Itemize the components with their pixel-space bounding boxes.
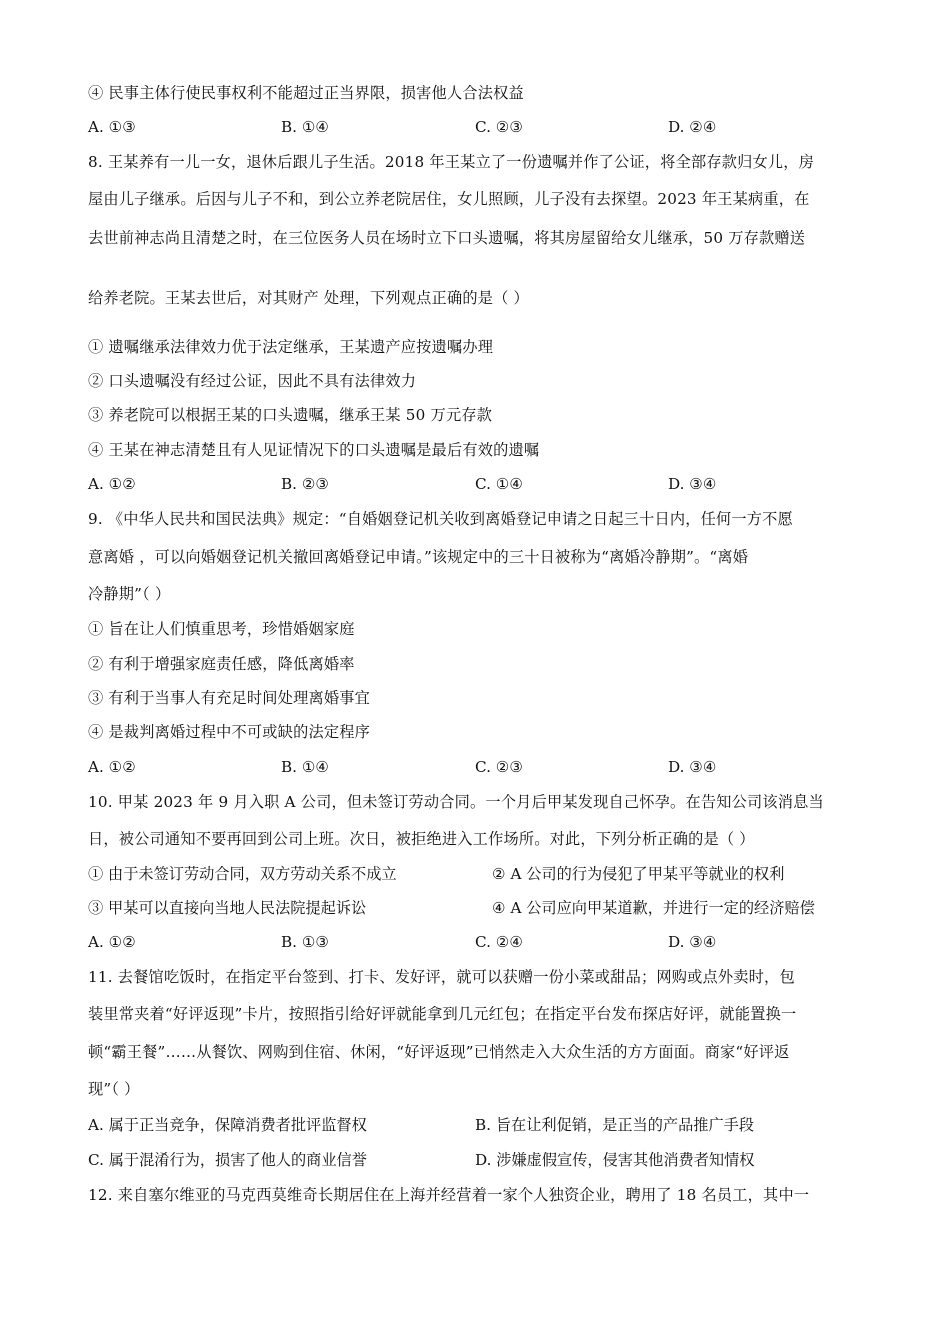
question-9-stem-line: 意离婚 ，可以向婚姻登记机关撤回离婚登记申请。”该规定中的三十日被称为“离婚冷静期”。“离婚	[88, 548, 749, 566]
option-a: A. ①②	[88, 758, 136, 776]
question-8-item: ④ 王某在神志清楚且有人见证情况下的口头遗嘱是最后有效的遗嘱	[88, 441, 540, 459]
question-10-stem-line: 10. 甲某 2023 年 9 月入职 A 公司，但未签订劳动合同。一个月后甲某发现自己怀孕。在告知公司该消息当	[88, 793, 824, 811]
question-11-stem-line: 顿“霸王餐”……从餐饮、网购到住宿、休闲，“好评返现”已悄然走入大众生活的方方面面。商家“好评返	[88, 1043, 790, 1061]
item-4: ④ 民事主体行使民事权利不能超过正当界限，损害他人合法权益	[88, 84, 524, 102]
question-8-stem-line: 8. 王某养有一儿一女，退休后跟儿子生活。2018 年王某立了一份遗嘱并作了公证，将全部存款归女儿，房	[88, 153, 815, 171]
question-11-stem-line: 装里常夹着“好评返现”卡片，按照指引给好评就能拿到几元红包；在指定平台发布探店好评，就能置换一	[88, 1005, 797, 1023]
option-a: A. ①②	[88, 475, 136, 493]
option-b: B. ①③	[281, 933, 330, 951]
option-a: A. ①③	[88, 118, 136, 136]
option-d: D. 涉嫌虚假宣传，侵害其他消费者知情权	[475, 1151, 755, 1169]
question-9-stem-line: 冷静期”（ ）	[88, 585, 171, 603]
question-10-item: ① 由于未签订劳动合同，双方劳动关系不成立	[88, 865, 397, 883]
option-a: A. ①②	[88, 933, 136, 951]
option-c: C. ②④	[475, 933, 523, 951]
question-8-item: ① 遗嘱继承法律效力优于法定继承，王某遗产应按遗嘱办理	[88, 338, 494, 356]
question-9-item: ② 有利于增强家庭责任感，降低离婚率	[88, 655, 355, 673]
question-8-item: ③ 养老院可以根据王某的口头遗嘱，继承王某 50 万元存款	[88, 406, 493, 424]
option-b: B. ②③	[281, 475, 330, 493]
option-d: D. ③④	[668, 933, 717, 951]
question-11-stem-line: 11. 去餐馆吃饭时，在指定平台签到、打卡、发好评，就可以获赠一份小菜或甜品；网购或点外卖时，包	[88, 968, 795, 986]
question-8-stem-line: 屋由儿子继承。后因与儿子不和，到公立养老院居住，女儿照顾，儿子没有去探望。2023 年王某病重，在	[88, 190, 810, 208]
option-c: C. ①④	[475, 475, 523, 493]
question-9-item: ① 旨在让人们慎重思考，珍惜婚姻家庭	[88, 620, 355, 638]
question-12-stem-line: 12. 来自塞尔维亚的马克西莫维奇长期居住在上海并经营着一家个人独资企业，聘用了 18 名员工，其中一	[88, 1186, 810, 1204]
option-b: B. ①④	[281, 758, 330, 776]
option-b: B. 旨在让利促销，是正当的产品推广手段	[475, 1116, 755, 1134]
option-a: A. 属于正当竞争，保障消费者批评监督权	[88, 1116, 367, 1134]
option-c: C. ②③	[475, 758, 523, 776]
question-10-item: ④ A 公司应向甲某道歉，并进行一定的经济赔偿	[492, 899, 815, 917]
question-8-stem-line: 给养老院。王某去世后，对其财产 处理，下列观点正确的是（ ）	[88, 289, 529, 307]
question-8-item: ② 口头遗嘱没有经过公证，因此不具有法律效力	[88, 372, 417, 390]
question-10-item: ② A 公司的行为侵犯了甲某平等就业的权利	[492, 865, 785, 883]
question-11-stem-line: 现”（ ）	[88, 1080, 140, 1098]
option-d: D. ②④	[668, 118, 717, 136]
option-d: D. ③④	[668, 758, 717, 776]
question-9-item: ④ 是裁判离婚过程中不可或缺的法定程序	[88, 723, 371, 741]
question-9-item: ③ 有利于当事人有充足时间处理离婚事宜	[88, 689, 371, 707]
option-d: D. ③④	[668, 475, 717, 493]
question-10-stem-line: 日，被公司通知不要再回到公司上班。次日，被拒绝进入工作场所。对此，下列分析正确的是（ ）	[88, 830, 755, 848]
option-c: C. ②③	[475, 118, 523, 136]
question-10-item: ③ 甲某可以直接向当地人民法院提起诉讼	[88, 899, 367, 917]
option-b: B. ①④	[281, 118, 330, 136]
question-8-stem-line: 去世前神志尚且清楚之时，在三位医务人员在场时立下口头遗嘱，将其房屋留给女儿继承，50 万存款赠送	[88, 229, 806, 247]
question-9-stem-line: 9. 《中华人民共和国民法典》规定：“自婚姻登记机关收到离婚登记申请之日起三十日内，任何一方不愿	[88, 510, 793, 528]
option-c: C. 属于混淆行为，损害了他人的商业信誉	[88, 1151, 367, 1169]
